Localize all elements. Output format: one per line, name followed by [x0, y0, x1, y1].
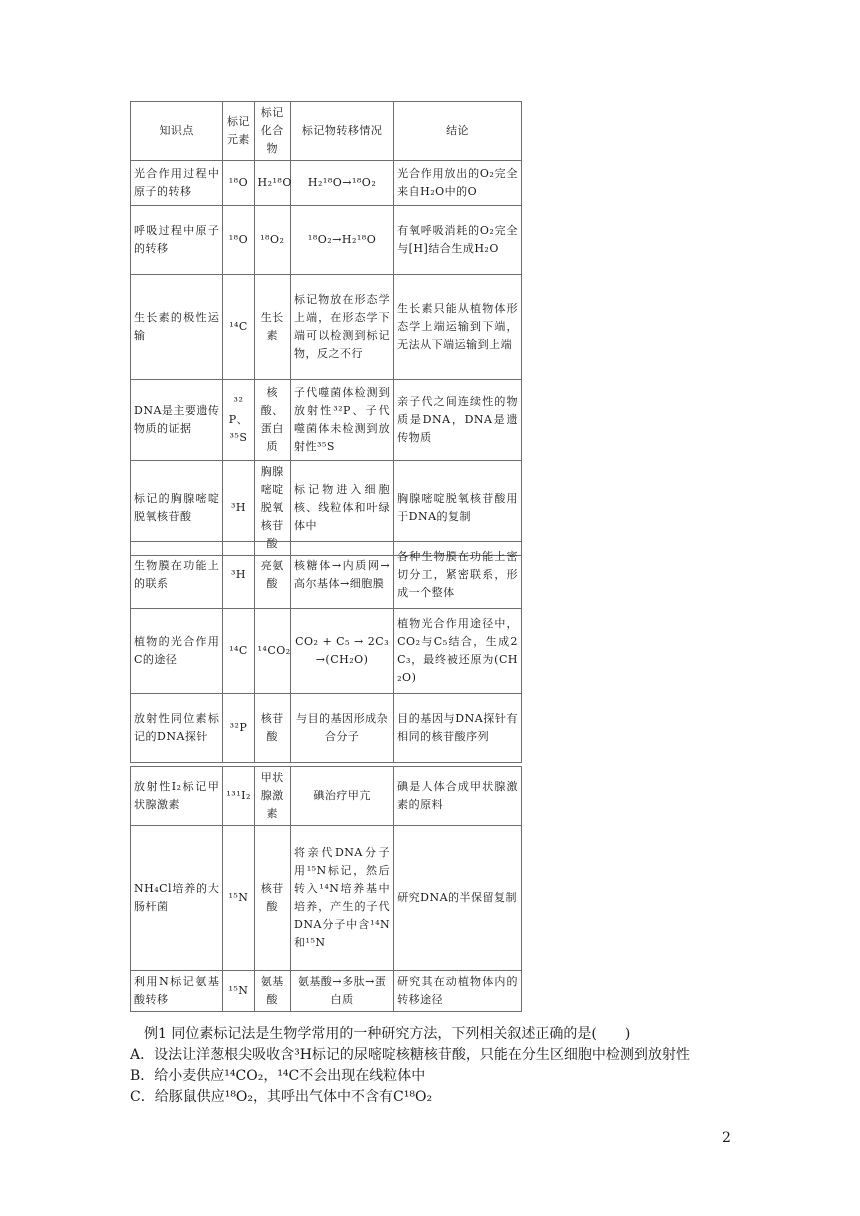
cell-compound: 甲状腺激素: [254, 767, 291, 826]
cell-conclusion: 光合作用放出的O₂完全来自H₂O中的O: [394, 161, 522, 206]
cell-conclusion: 各种生物膜在功能上密切分工，紧密联系，形成一个整体: [394, 542, 522, 609]
cell-topic: 呼吸过程中原子的转移: [131, 206, 223, 275]
cell-compound: H₂¹⁸O: [254, 161, 291, 206]
page-number: 2: [722, 1130, 731, 1146]
cell-topic: 利用N标记氨基酸转移: [131, 971, 223, 1012]
table-row: [131, 694, 522, 763]
header-topic: 知识点: [131, 102, 223, 161]
table-row: [131, 542, 522, 609]
cell-compound: 核酸、蛋白质: [254, 380, 291, 461]
cell-element: ¹⁸O: [223, 206, 254, 275]
cell-conclusion: 有氧呼吸消耗的O₂完全与[H]结合生成H₂O: [394, 206, 522, 275]
cell-element: ¹⁴C: [223, 275, 254, 380]
cell-element: ¹⁴C: [223, 609, 254, 694]
cell-transfer: ¹⁸O₂→H₂¹⁸O: [291, 206, 394, 275]
cell-transfer: 与目的基因形成杂合分子: [291, 694, 394, 763]
cell-conclusion: 研究其在动植物体内的转移途径: [394, 971, 522, 1012]
example-question-block: [130, 1024, 770, 1108]
cell-topic: 光合作用过程中原子的转移: [131, 161, 223, 206]
cell-element: ³²P: [223, 694, 254, 763]
option-c: C．给豚鼠供应¹⁸O₂，其呼出气体中不含有C¹⁸O₂: [130, 1089, 433, 1105]
cell-transfer: 将亲代DNA分子用¹⁵N标记，然后转入¹⁴N培养基中培养，产生的子代DNA分子中含¹⁴N和¹⁵N: [291, 826, 394, 971]
table-row: [131, 275, 522, 380]
cell-transfer: 标记物放在形态学上端，在形态学下端可以检测到标记物，反之不行: [291, 275, 394, 380]
cell-element: ³H: [223, 542, 254, 609]
cell-transfer: 标记物进入细胞核、线粒体和叶绿体中: [291, 461, 394, 556]
cell-compound: 亮氨酸: [254, 542, 291, 609]
cell-conclusion: 胸腺嘧啶脱氧核苷酸用于DNA的复制: [394, 461, 522, 556]
table-row: [131, 206, 522, 275]
option-a: A．设法让洋葱根尖吸收含³H标记的尿嘧啶核糖核苷酸，只能在分生区细胞中检测到放射性: [130, 1047, 690, 1063]
cell-transfer: 碘治疗甲亢: [291, 767, 394, 826]
cell-topic: 生物膜在功能上的联系: [131, 542, 223, 609]
table-header-row: [131, 102, 522, 161]
cell-conclusion: 目的基因与DNA探针有相同的核苷酸序列: [394, 694, 522, 763]
table-row: [131, 971, 522, 1012]
cell-compound: 氨基酸: [254, 971, 291, 1012]
isotope-table-part-1: [130, 101, 522, 275]
table-row: [131, 161, 522, 206]
cell-topic: 放射性I₂标记甲状腺激素: [131, 767, 223, 826]
cell-compound: 生长素: [254, 275, 291, 380]
cell-conclusion: 碘是人体合成甲状腺激素的原料: [394, 767, 522, 826]
header-conclusion: 结论: [394, 102, 522, 161]
cell-element: ³H: [223, 461, 254, 556]
header-element: 标记元素: [223, 102, 254, 161]
cell-compound: 核苷酸: [254, 826, 291, 971]
cell-element: ³²P、³⁵S: [223, 380, 254, 461]
cell-element: ¹⁵N: [223, 826, 254, 971]
cell-element: ¹⁵N: [223, 971, 254, 1012]
cell-compound: ¹⁴CO₂: [254, 609, 291, 694]
header-compound: 标记化合物: [254, 102, 291, 161]
cell-topic: 植物的光合作用C的途径: [131, 609, 223, 694]
cell-transfer: CO₂ + C₅ → 2C₃→(CH₂O): [291, 609, 394, 694]
cell-transfer: H₂¹⁸O→¹⁸O₂: [291, 161, 394, 206]
cell-topic: 生长素的极性运输: [131, 275, 223, 380]
isotope-table-part-4: [130, 766, 522, 1012]
cell-topic: NH₄Cl培养的大肠杆菌: [131, 826, 223, 971]
isotope-table-part-3: [130, 541, 522, 763]
table-row: [131, 380, 522, 461]
cell-element: ¹⁸O: [223, 161, 254, 206]
cell-topic: 标记的胸腺嘧啶脱氧核苷酸: [131, 461, 223, 556]
cell-topic: 放射性同位素标记的DNA探针: [131, 694, 223, 763]
cell-conclusion: 植物光合作用途径中，CO₂与C₅结合，生成2C₃，最终被还原为(CH₂O): [394, 609, 522, 694]
table-row: [131, 826, 522, 971]
cell-compound: ¹⁸O₂: [254, 206, 291, 275]
cell-compound: 胸腺嘧啶脱氧核苷酸: [254, 461, 291, 556]
cell-compound: 核苷酸: [254, 694, 291, 763]
cell-element: ¹³¹I₂: [223, 767, 254, 826]
cell-transfer: 子代噬菌体检测到放射性³²P、子代噬菌体未检测到放射性³⁵S: [291, 380, 394, 461]
table-row: [131, 609, 522, 694]
cell-conclusion: 生长素只能从植物体形态学上端运输到下端，无法从下端运输到上端: [394, 275, 522, 380]
cell-conclusion: 研究DNA的半保留复制: [394, 826, 522, 971]
cell-conclusion: 亲子代之间连续性的物质是DNA，DNA是遗传物质: [394, 380, 522, 461]
isotope-table-part-2: [130, 274, 522, 556]
option-b: B．给小麦供应¹⁴CO₂，¹⁴C不会出现在线粒体中: [130, 1068, 426, 1084]
table-row: [131, 767, 522, 826]
example-question: 例1 同位素标记法是生物学常用的一种研究方法，下列相关叙述正确的是( ): [144, 1026, 631, 1042]
cell-transfer: 氨基酸→多肽→蛋白质: [291, 971, 394, 1012]
header-transfer: 标记物转移情况: [291, 102, 394, 161]
cell-transfer: 核糖体→内质网→高尔基体→细胞膜: [291, 542, 394, 609]
cell-topic: DNA是主要遗传物质的证据: [131, 380, 223, 461]
